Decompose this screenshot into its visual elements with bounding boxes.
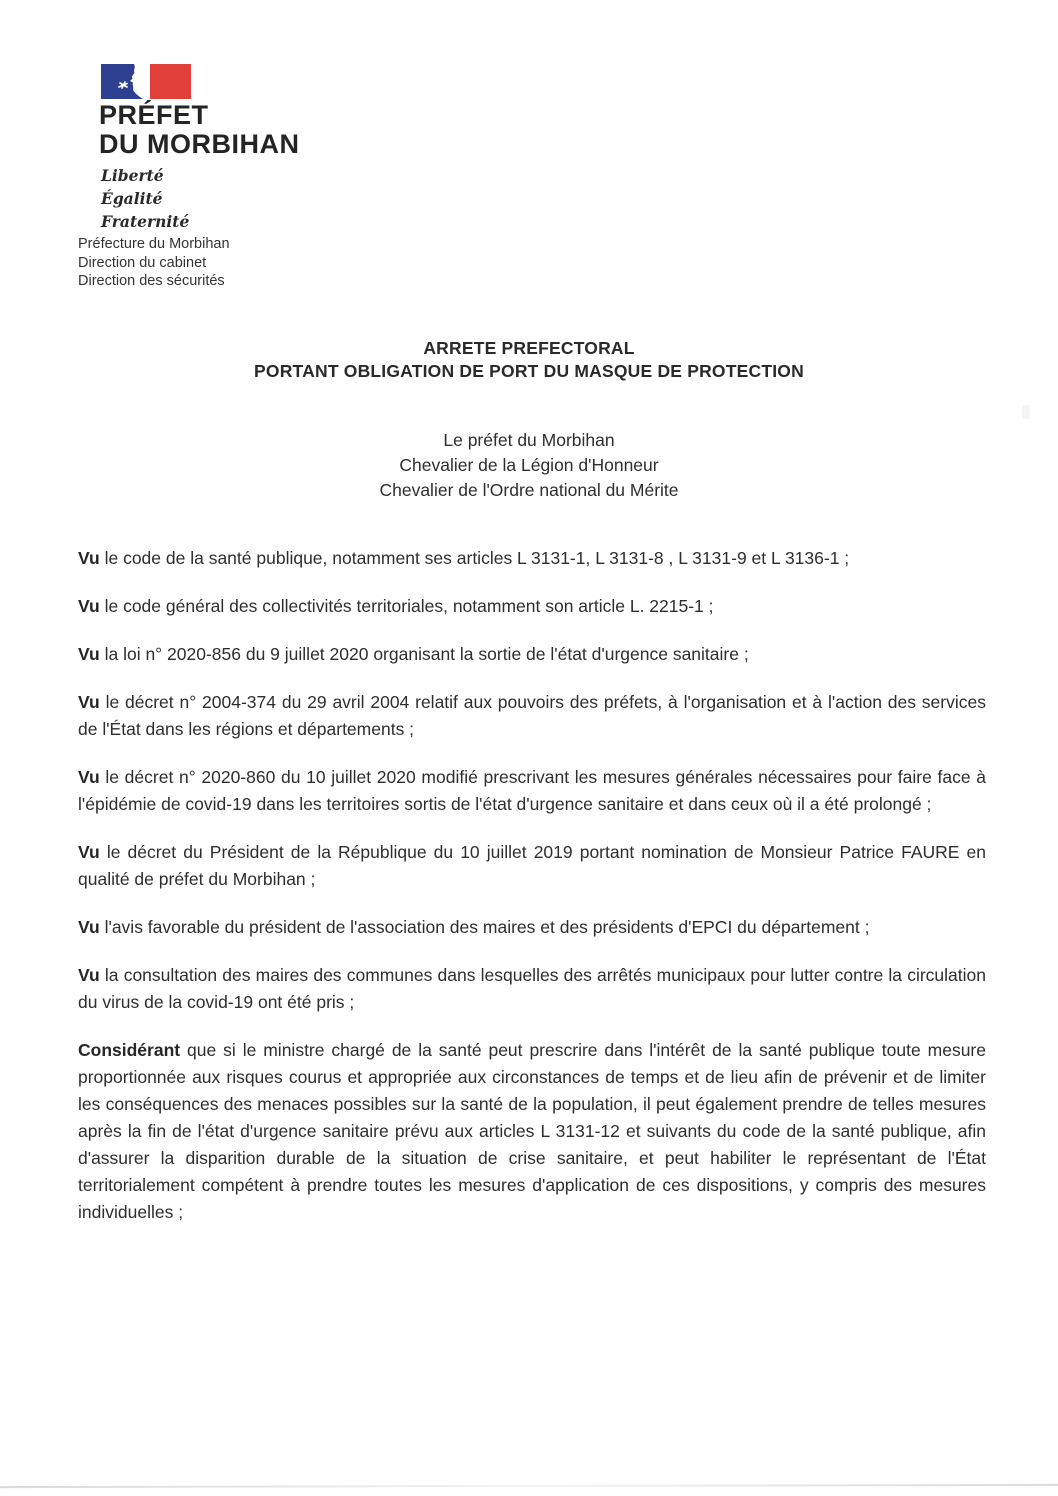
- recital-text: la loi n° 2020-856 du 9 juillet 2020 organisant la sortie de l'état d'urgence sanitaire ;: [104, 644, 749, 664]
- motto-egalite: Égalité: [101, 189, 163, 208]
- motto-fraternite: Fraternité: [101, 212, 190, 231]
- considerant-lead: Considérant: [78, 1040, 181, 1060]
- recital-paragraph: [78, 641, 986, 668]
- institution-name-line2: DU MORBIHAN: [99, 129, 300, 159]
- recital-text: la consultation des maires des communes dans lesquelles des arrêtés municipaux pour lutter contre la circulation du virus de la covid-19 ont été pris ;: [78, 965, 986, 1012]
- recital-lead: Vu: [78, 965, 100, 985]
- recital-paragraph: [78, 689, 986, 743]
- office-line-securites: Direction des sécurités: [78, 273, 225, 289]
- issuer-line2: Chevalier de la Légion d'Honneur: [399, 455, 659, 475]
- recital-paragraph: [78, 839, 986, 893]
- considerant-paragraph: [78, 1037, 986, 1226]
- recital-lead: Vu: [78, 644, 100, 664]
- recital-lead: Vu: [78, 767, 100, 787]
- motto-liberte: Liberté: [101, 166, 164, 185]
- scan-artifact-line: [0, 1484, 1058, 1488]
- recital-text: le code général des collectivités territoriales, notamment son article L. 2215-1 ;: [104, 596, 714, 616]
- institution-name: [99, 101, 300, 159]
- recital-text: le code de la santé publique, notamment ses articles L 3131-1, L 3131-8 , L 3131-9 et L 3136-1 ;: [104, 548, 850, 568]
- issuer-block: [0, 428, 1058, 503]
- recital-text: le décret n° 2020-860 du 10 juillet 2020 modifié prescrivant les mesures générales nécessaires pour faire face à l'épidémie de covid-19 dans les territoires sortis de l'état d'urgence sanitaire et dans ceux où il a été prolongé ;: [78, 767, 986, 814]
- document-title-line1: ARRETE PREFECTORAL: [423, 338, 635, 358]
- recital-paragraph: [78, 914, 986, 941]
- institution-name-line1: PRÉFET: [99, 100, 209, 130]
- considerant-text: que si le ministre chargé de la santé peut prescrire dans l'intérêt de la santé publique toute mesure proportionnée aux risques courus et appropriée aux circonstances de temps et de lieu afin de prévenir et de limiter les conséquences des menaces possibles sur la santé de la population, il peut également prendre de telles mesures après la fin de l'état d'urgence sanitaire prévu aux articles L 3131-12 et suivants du code de la santé publique, afin d'assurer la disparition durable de la situation de crise sanitaire, et peut habiliter le représentant de l'État territorialement compétent à prendre toutes les mesures d'application de ces dispositions, y compris des mesures individuelles ;: [78, 1040, 986, 1222]
- scan-smudge-artifact: [1022, 405, 1030, 419]
- marianne-flag-icon: [100, 63, 192, 100]
- republican-motto: [101, 164, 189, 233]
- recital-lead: Vu: [78, 842, 100, 862]
- office-line-prefecture: Préfecture du Morbihan: [78, 236, 230, 252]
- recital-paragraph: [78, 764, 986, 818]
- recital-text: le décret du Président de la République du 10 juillet 2019 portant nomination de Monsieur Patrice FAURE en qualité de préfet du Morbihan ;: [78, 842, 986, 889]
- office-line-cabinet: Direction du cabinet: [78, 254, 207, 271]
- recital-text: l'avis favorable du président de l'association des maires et des présidents d'EPCI du département ;: [104, 917, 870, 937]
- document-title-line2: PORTANT OBLIGATION DE PORT DU MASQUE DE PROTECTION: [254, 360, 804, 381]
- recital-lead: Vu: [78, 596, 100, 616]
- recital-paragraph: [78, 962, 986, 1016]
- recital-text: le décret n° 2004-374 du 29 avril 2004 relatif aux pouvoirs des préfets, à l'organisation et à l'action des services de l'État dans les régions et départements ;: [78, 692, 986, 739]
- issuer-line3: Chevalier de l'Ordre national du Mérite: [379, 480, 679, 500]
- recital-lead: Vu: [78, 917, 100, 937]
- recital-lead: Vu: [78, 692, 100, 712]
- recital-lead: Vu: [78, 548, 100, 568]
- document-title: [0, 337, 1058, 382]
- recital-paragraph: [78, 593, 986, 620]
- issuing-offices: [78, 235, 230, 291]
- issuer-line1: Le préfet du Morbihan: [443, 430, 615, 450]
- recital-paragraph: [78, 545, 986, 572]
- recitals-body: [78, 545, 986, 1247]
